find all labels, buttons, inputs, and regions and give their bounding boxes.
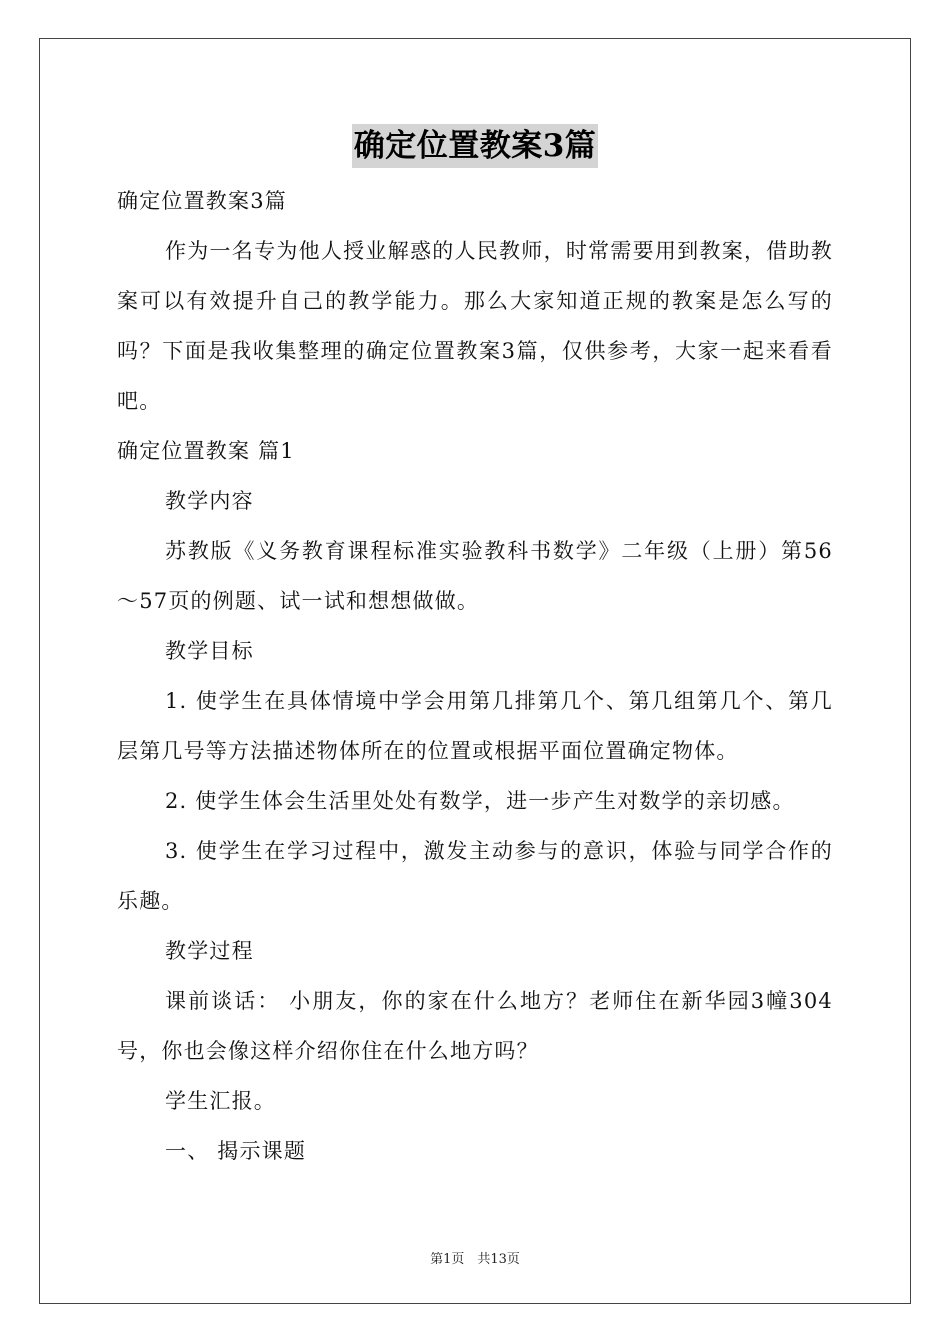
paragraph: 课前谈话： 小朋友，你的家在什么地方？老师住在新华园3幢304号，你也会像这样介绍你住在什么地方吗？ (117, 989, 833, 1063)
page-footer: 第1页 共13页 (430, 1252, 520, 1267)
paragraph: 苏教版《义务教育课程标准实验教科书数学》二年级（上册）第56～57页的例题、试一试和想想做做。 (117, 539, 833, 613)
paragraph: 一、 揭示课题 (165, 1139, 307, 1163)
paragraph: 学生汇报。 (165, 1089, 276, 1113)
document-title: 确定位置教案3篇 (352, 124, 599, 168)
document-body (117, 176, 833, 1176)
paragraph: 作为一名专为他人授业解惑的人民教师，时常需要用到教案，借助教案可以有效提升自己的教学能力。那么大家知道正规的教案是怎么写的吗？下面是我收集整理的确定位置教案3篇，仅供参考，大家一起来看看吧。 (117, 239, 833, 413)
paragraph: 教学内容 (165, 489, 254, 513)
paragraph: 确定位置教案 篇1 (117, 439, 295, 463)
paragraph: 3. 使学生在学习过程中，激发主动参与的意识，体验与同学合作的乐趣。 (117, 839, 833, 913)
paragraph: 2. 使学生体会生活里处处有数学，进一步产生对数学的亲切感。 (165, 789, 795, 813)
paragraph: 教学过程 (165, 939, 254, 963)
paragraph: 确定位置教案3篇 (117, 189, 287, 213)
paragraph: 教学目标 (165, 639, 254, 663)
paragraph: 1. 使学生在具体情境中学会用第几排第几个、第几组第几个、第几层第几号等方法描述物体所在的位置或根据平面位置确定物体。 (117, 689, 833, 763)
title-container (0, 124, 950, 168)
